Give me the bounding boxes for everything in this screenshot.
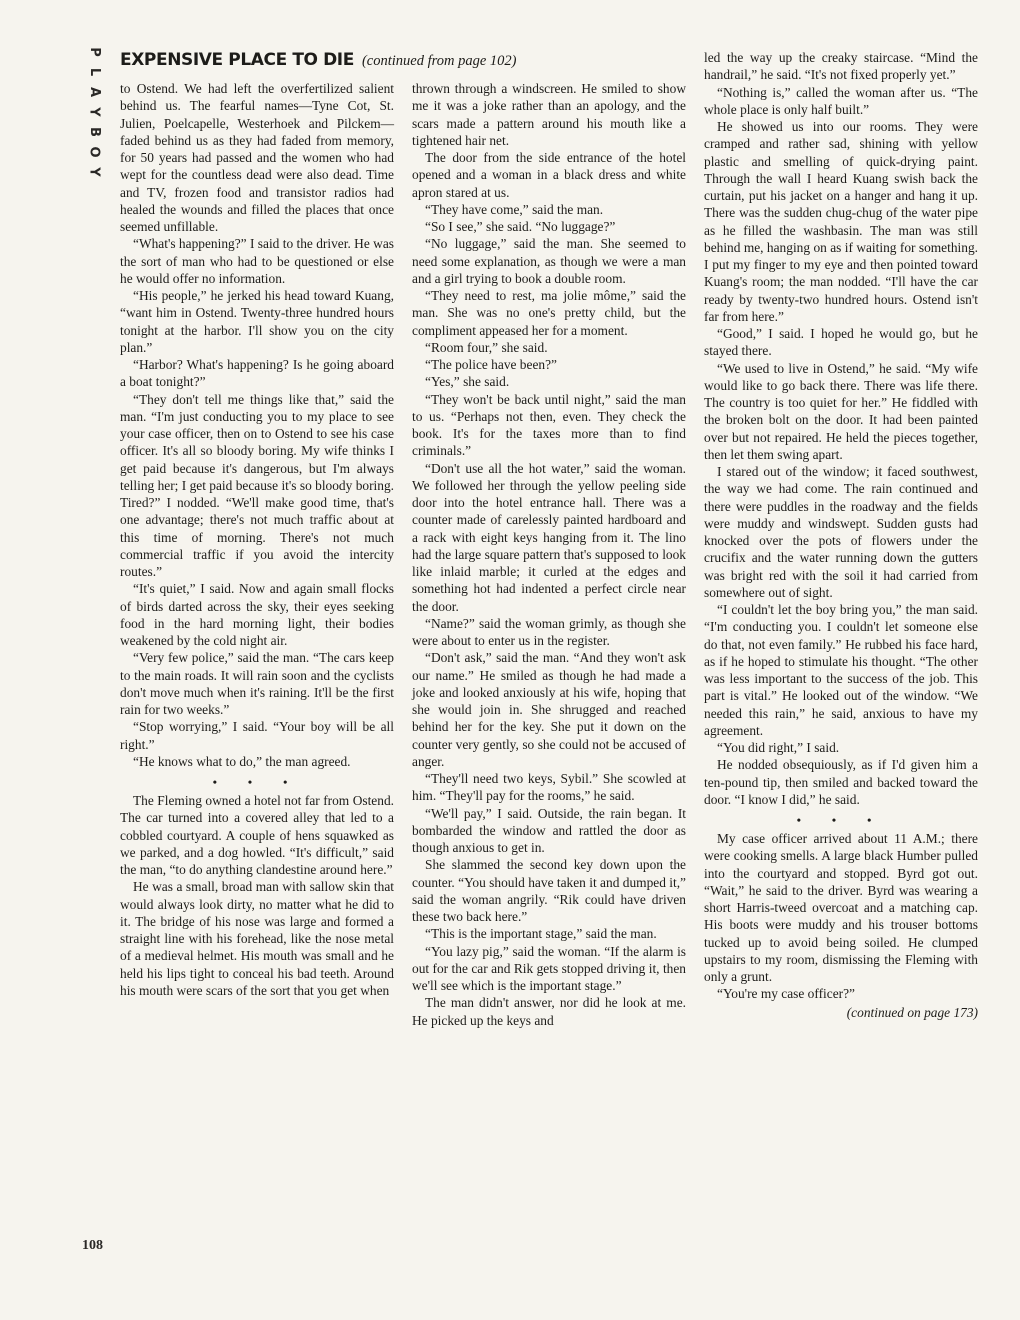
paragraph: “Room four,” she said. [425,339,548,355]
continued-on-note: (continued on page 173) [846,1004,978,1020]
paragraph: “What's happening?” I said to the driver. He was the sort of man who had to be questioned or else he would offer no information. [120,236,394,286]
paragraph: “Nothing is,” called the woman after us. “The whole place is only half built.” [704,84,978,117]
paragraph: “We'll pay,” I said. Outside, the rain began. It bombarded the window and rattled the door as though anxious to get in. [412,805,686,855]
continued-from-note: (continued from page 102) [361,53,517,69]
paragraph: “So I see,” she said. “No luggage?” [425,219,616,234]
magazine-letter: B [86,127,102,137]
paragraph: to Ostend. We had left the overfertilized salient behind us. The fearful names—Tyne Cot, St. Julien, Poelcapelle, Westerhoek and Pilckem—faded behind us as they had faded from memory, for 50 years had passed and the women who had wept for the countless dead were also dead. Time and TV, frozen food and transistor radios had healed the wounds and filled the places that once seemed unfillable. [120,81,394,234]
paragraph: led the way up the creaky staircase. “Mind the handrail,” he said. “It's not fixed properly yet.” [704,50,978,83]
article-heading [120,50,700,70]
paragraph: He nodded obsequiously, as if I'd given him a ten-pound tip, then smiled and backed toward the door. “I know I did,” he said. [704,757,978,807]
paragraph: She slammed the second key down upon the counter. “You should have taken it and dumped it,” said the woman angrily. “Rik could have driven these two back here.” [412,857,686,924]
paragraph: “They won't be back until night,” said the man to us. “Perhaps not then, even. They check the book. It's for the taxes more than to find criminals.” [412,391,686,459]
paragraph: “No luggage,” said the man. She seemed to need some explanation, as though we were a man and a girl trying to book a double room. [412,236,686,286]
text-column-2 [412,80,686,1029]
paragraph: “His people,” he jerked his head toward Kuang, “want him in Ostend. Twenty-three hundred hours tonight at the harbor. I'll show you on the city plan.” [120,288,394,355]
paragraph: “They'll need two keys, Sybil.” She scowled at him. “They'll pay for the rooms,” he said. [412,771,686,804]
paragraph: “They have come,” said the man. [425,201,604,217]
paragraph: “I couldn't let the boy bring you,” the man said. “I'm conducting you. I couldn't let someone else do that, not even family.” He rubbed his face hard, as if he hoped to stimulate his thought. “The other was less important to the success of the job. This part is vital.” He looked out of the window. “We needed this rain,” he said, anxious to have my agreement. [704,602,978,738]
paragraph: He showed us into our rooms. They were cramped and rather sad, shining with yellow plastic and smelling of quick-drying paint. Through the wall I heard Kuang swish back the curtain, put his jacket on a hanger and hang it up. There was the sudden chug-chug of the water pipe as he filled the washbasin. The man was still behind me, hanging on as if waiting for something. I put my finger to my eye and then pointed toward Kuang's room; the man nodded. “I'll have the car ready by twenty-two hundred hours. Ostend isn't far from here.” [704,119,978,324]
page-number: 108 [82,1238,103,1253]
paragraph: “They need to rest, ma jolie môme,” said the man. She was no one's pretty child, but the compliment appeased her for a moment. [412,288,686,338]
magazine-letter: P [87,47,102,57]
paragraph: “The police have been?” [425,357,557,372]
text-column-1 [120,80,394,999]
paragraph: “Stop worrying,” I said. “Your boy will be all right.” [120,719,394,752]
magazine-letter: O [87,146,102,158]
magazine-name-vertical [84,42,104,182]
paragraph: “Don't use all the hot water,” said the woman. We followed her through the yellow peeling side door into the hotel entrance hall. There was a counter made of carelessly painted hardboard and a rack with eight keys hanging from it. The lino had the large square pattern that's supposed to look like inlaid marble; it curled at the edges and something hot had indented a perfect circle near the door. [412,460,686,614]
paragraph: “You did right,” I said. [717,740,840,755]
magazine-letter: L [86,67,102,77]
article-title: EXPENSIVE PLACE TO DIE [120,50,354,70]
text-column-3 [704,49,978,1021]
paragraph: He was a small, broad man with sallow skin that would always look dirty, no matter what he did to it. The bridge of his nose was large and formed a straight line with his forehead, like the nose metal of a medieval helmet. His mouth was small and he held his lips tight to conceal his bad teeth. Around his mouth were scars of the sort that you get when [120,879,394,998]
paragraph: “This is the important stage,” said the man. [425,926,657,942]
paragraph: “Name?” said the woman grimly, as though she were about to enter us in the register. [412,615,686,648]
paragraph: “He knows what to do,” the man agreed. [133,753,351,769]
paragraph: “Good,” I said. I hoped he would go, but he stayed there. [704,326,978,359]
paragraph: “Very few police,” said the man. “The cars keep to the main roads. It will rain soon and the cyclists don't move much when it's raining. It'll be the first rain for two weeks.” [120,650,394,717]
section-break: • • • [212,775,302,789]
magazine-letter: A [87,86,102,98]
paragraph: “You lazy pig,” said the woman. “If the alarm is out for the car and Rik gets stopped driving it, then we'll see which is the important stage.” [412,943,686,993]
paragraph: The man didn't answer, nor did he look at me. He picked up the keys and [412,995,686,1028]
paragraph: “We used to live in Ostend,” he said. “My wife would like to go back there. There was life there. The country is too quiet for her.” He fiddled with the broken bolt on the door. It had been painted over but not repaired. He held the pieces together, then let them swing apart. [704,360,978,462]
paragraph: My case officer arrived about 11 A.M.; there were cooking smells. A large black Humber pulled into the courtyard and stopped. Byrd got out. “Wait,” he said to the driver. Byrd was wearing a short Harris-tweed overcoat and a matching cap. His boots were muddy and his trouser bottoms tucked up to avoid being soiled. He clumped upstairs to my room, dismissing the Fleming with only a grunt. [704,831,978,984]
paragraph: “Yes,” she said. [425,374,510,390]
paragraph: The Fleming owned a hotel not far from Ostend. The car turned into a covered alley that led to a cobbled courtyard. A couple of hens squawked as we parked, and a dog howled. “It's difficult,” said the man, “to do anything clandestine around here.” [120,793,394,877]
paragraph: “They don't tell me things like that,” said the man. “I'm just conducting you to my place to see your case officer, then on to Ostend to see his case officer. It's all so bloody boring. My wife thinks I get paid because it's dangerous, but I'm always telling her; I get paid because it's so bloody boring. Tired?” I nodded. “We'll make good time, that's one advantage; there's not much traffic about at this time of morning. There's not much commercial traffic if you avoid the intercity routes.” [120,391,394,579]
section-break: • • • [796,813,886,827]
paragraph: “Don't ask,” said the man. “And they won't ask our name.” He smiled as though he had made a joke and looked anxiously at his wife, hoping that she would join in. She shrugged and reached behind her for the key. She put it down on the counter very gently, so she could not be accused of anger. [412,650,686,769]
paragraph: “It's quiet,” I said. Now and again small flocks of birds darted across the sky, their eyes seeking food in the hard morning light, their bodies weakened by the cold night air. [120,581,394,648]
paragraph: thrown through a windscreen. He smiled to show me it was a joke rather than an apology, and the scars made a pattern around his mouth like a tightened hair net. [412,81,686,148]
magazine-letter: Y [86,167,102,177]
paragraph: The door from the side entrance of the hotel opened and a woman in a black dress and white apron stared at us. [412,150,686,200]
paragraph: I stared out of the window; it faced southwest, the way we had come. The rain continued and there were puddles in the roadway and the fields were muddy and windswept. Sudden gusts had knocked over the pots of flowers under the crucifix and the water running down the gutters was bright red with the soil it had carried from somewhere out of sight. [704,464,978,600]
magazine-letter: Y [86,107,102,117]
paragraph: “Harbor? What's happening? Is he going aboard a boat tonight?” [120,357,394,390]
paragraph: “You're my case officer?” [717,986,855,1002]
